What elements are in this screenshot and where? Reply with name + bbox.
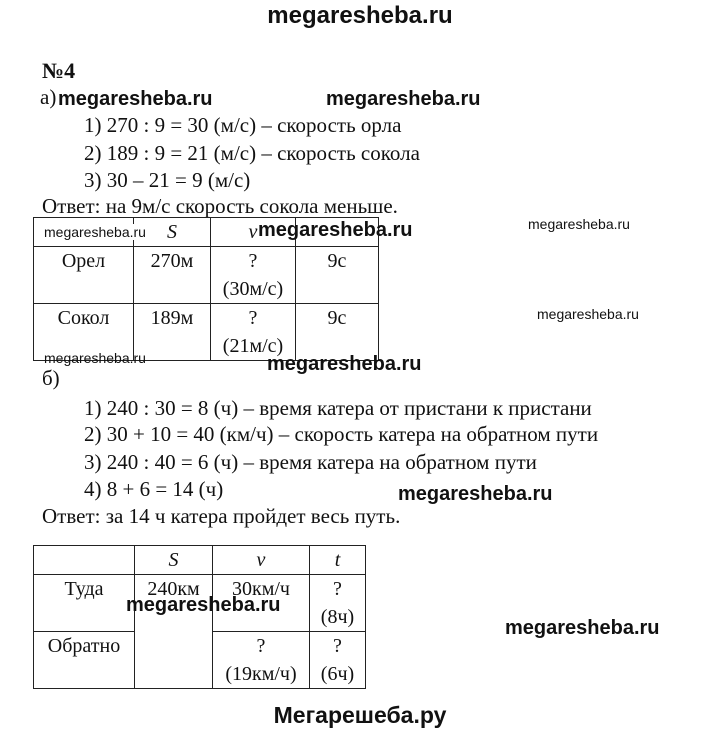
cell-value: (6ч)	[320, 663, 355, 685]
table-header-s: S	[135, 546, 213, 575]
table-cell	[211, 304, 296, 361]
watermark: megaresheba.ru	[126, 594, 281, 616]
watermark: megaresheba.ru	[398, 483, 553, 505]
cell-value: (21м/с)	[222, 335, 284, 357]
step-line: 1) 270 : 9 = 30 (м/с) – скорость орла	[84, 113, 402, 137]
watermark: megaresheba.ru	[528, 216, 630, 232]
cell-question: ?	[333, 635, 342, 657]
table-boat	[33, 545, 366, 689]
table-cell-merged: 240км	[135, 575, 213, 689]
watermark: megaresheba.ru	[58, 88, 213, 110]
answer-line: Ответ: за 14 ч катера пройдет весь путь.	[42, 504, 401, 528]
site-header: megaresheba.ru	[267, 2, 453, 29]
table-cell	[310, 575, 366, 632]
table-corner-cell	[34, 546, 135, 575]
table-header-s: S	[134, 218, 211, 247]
table-header-v: v	[213, 546, 310, 575]
step-line: 2) 30 + 10 = 40 (км/ч) – скорость катера на обратном пути	[84, 422, 599, 446]
step-line: 4) 8 + 6 = 14 (ч)	[84, 477, 224, 501]
watermark: megaresheba.ru	[44, 350, 146, 366]
table-row-label: Туда	[34, 575, 135, 632]
watermark: megaresheba.ru	[44, 224, 146, 240]
cell-value: (30м/с)	[222, 278, 284, 300]
step-line: 2) 189 : 9 = 21 (м/с) – скорость сокола	[84, 141, 420, 165]
step-line: 3) 30 – 21 = 9 (м/с)	[84, 168, 251, 192]
cell-question: ?	[248, 250, 258, 272]
table-cell	[211, 247, 296, 304]
table-row-label: Орел	[34, 247, 134, 304]
cell-value: (8ч)	[320, 606, 355, 628]
table-row-label: Сокол	[34, 304, 134, 361]
part-a-label: а)	[40, 85, 57, 109]
table-cell	[310, 632, 366, 689]
table-cell: 270м	[134, 247, 211, 304]
table-cell: 30км/ч	[213, 575, 310, 632]
problem-number: №4	[42, 58, 76, 83]
table-cell: 9с	[296, 247, 379, 304]
table-header-t: t	[310, 546, 366, 575]
table-row-label: Обратно	[34, 632, 135, 689]
cell-question: ?	[256, 635, 266, 657]
table-cell: 189м	[134, 304, 211, 361]
site-footer: Мегарешеба.ру	[273, 702, 447, 728]
table-cell: 9с	[296, 304, 379, 361]
step-line: 1) 240 : 30 = 8 (ч) – время катера от пристани к пристани	[84, 396, 592, 420]
watermark: megaresheba.ru	[326, 88, 481, 110]
watermark: megaresheba.ru	[537, 306, 639, 322]
cell-question: ?	[248, 307, 258, 329]
table-cell	[213, 632, 310, 689]
cell-question: ?	[333, 578, 342, 600]
part-b-label: б)	[42, 366, 60, 390]
table-header-v: v	[211, 218, 296, 247]
answer-line: Ответ: на 9м/с скорость сокола меньше.	[42, 194, 398, 218]
watermark: megaresheba.ru	[258, 219, 413, 241]
step-line: 3) 240 : 40 = 6 (ч) – время катера на обратном пути	[84, 450, 537, 474]
cell-value: (19км/ч)	[225, 663, 297, 685]
watermark: megaresheba.ru	[505, 617, 660, 639]
watermark: megaresheba.ru	[267, 353, 422, 375]
